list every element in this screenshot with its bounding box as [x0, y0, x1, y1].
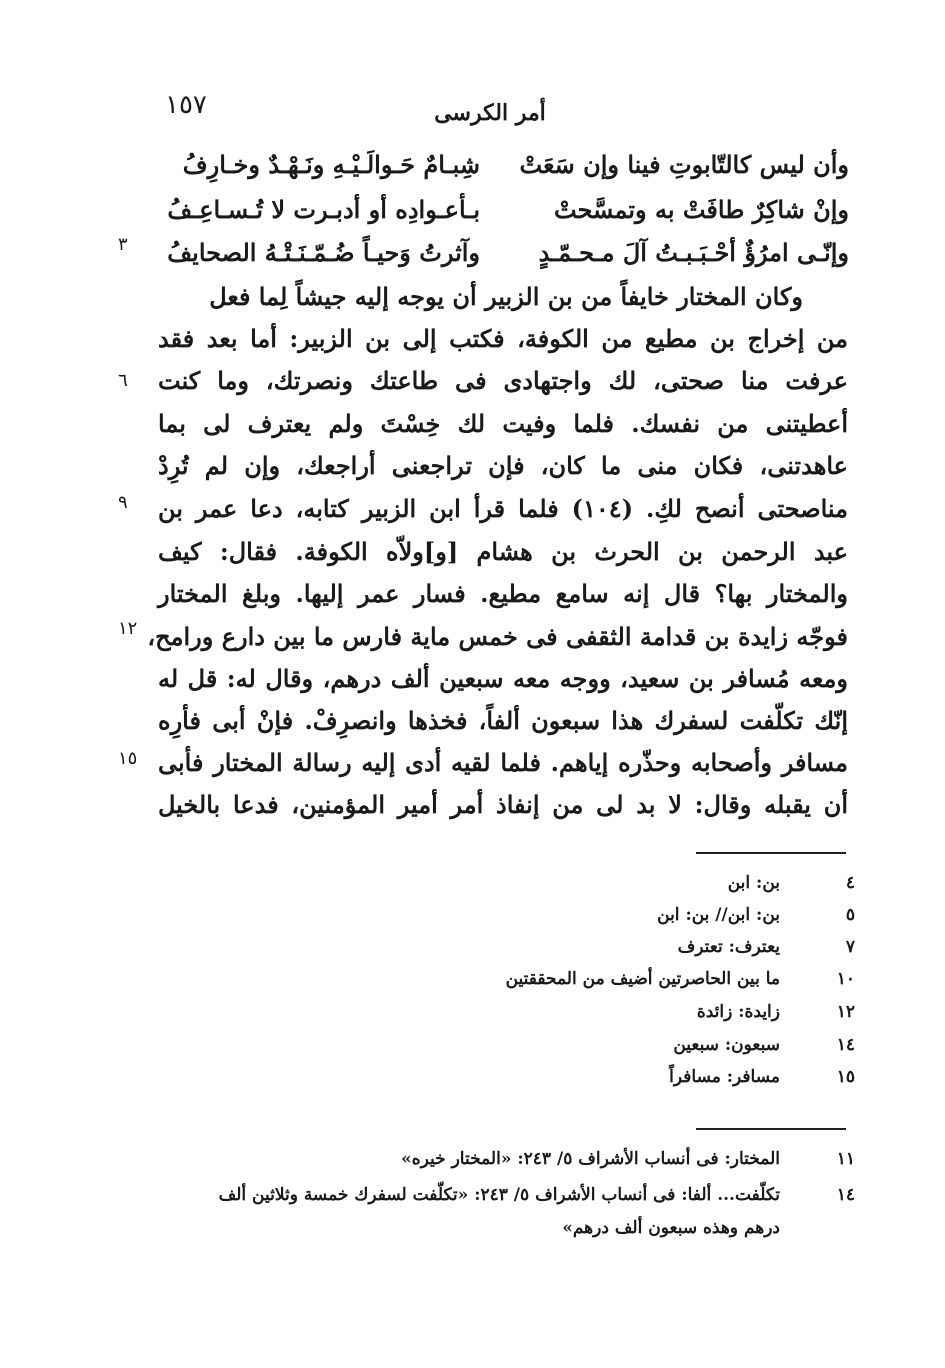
line-marker-3: ٣ — [118, 234, 128, 255]
apparatus-note-number: ١٥ — [836, 1067, 855, 1087]
apparatus-note-text: سبعون: سبعين — [673, 1035, 780, 1055]
prose-line-8: والمختار بها؟ قال إنه سامع مطيع. فسار عمر إليها. وبلغ المختار — [158, 579, 848, 608]
apparatus-note-number: ٥ — [845, 905, 855, 925]
source-note-text-continued: درهم وهذه سبعون ألف درهم» — [562, 1218, 780, 1238]
apparatus-note-text: مسافر: مسافراً — [669, 1067, 780, 1087]
source-note-text: تكلّفت... ألفا: فى أنساب الأشراف ٥/ ٢٤٣: «تكلّفت لسفرك خمسة وثلاثين ألف — [218, 1185, 780, 1205]
prose-line-2: من إخراج بن مطيع من الكوفة، فكتب إلى بن الزبير: أما بعد فقد — [158, 324, 848, 353]
line-marker-6: ٦ — [118, 370, 128, 391]
verse-1-second-hemistich: شِبـامٌ حَـوالَـيْـهِ ونَـهْـدٌ وخـارِفُ — [182, 150, 480, 179]
prose-line-13: أن يقبله وقال: لا بد لى من إنفاذ أمر أمير المؤمنين، فدعا بالخيل — [158, 790, 848, 819]
prose-line-7: عبد الرحمن بن الحرث بن هشام [و]ولاّه الكوفة. فقال: كيف — [158, 537, 848, 566]
apparatus-note-text: ما بين الحاصرتين أضيف من المحققتين — [505, 969, 780, 989]
prose-line-3: عرفت منا صحتى، لك واجتهادى فى طاعتك ونصرتك، وما كنت — [158, 366, 848, 395]
apparatus-note-number: ١٤ — [836, 1035, 855, 1055]
verse-2-second-hemistich: بـأعـوادِه أو أدبـرت لا تُـسـاعِـفُ — [167, 195, 480, 224]
apparatus-note-number: ٧ — [845, 937, 855, 957]
apparatus-separator-rule — [696, 852, 846, 854]
verse-3-second-hemistich: وآثرتُ وَحيـاً ضُـمّـنَـتْـهُ الصحايفُ — [167, 238, 480, 267]
apparatus-note-number: ١٢ — [836, 1002, 855, 1022]
running-header-title: أمر الكرسى — [434, 100, 546, 126]
source-note-number: ١٤ — [836, 1185, 855, 1205]
source-note-text: المختار: فى أنساب الأشراف ٥/ ٢٤٣: «المختار خيره» — [401, 1149, 780, 1169]
sources-separator-rule — [696, 1128, 846, 1130]
line-marker-15: ١٥ — [118, 748, 138, 769]
apparatus-note-text: زايدة: زائدة — [696, 1002, 780, 1022]
verse-1-first-hemistich: وأن ليس كالتّابوتِ فينا وإن سَعَتْ — [519, 150, 849, 179]
apparatus-note-text: بن: ابن — [727, 873, 780, 893]
verse-3-first-hemistich: وإنّـى امرُؤٌ أحْـبَـبـتُ آلَ مـحـمّـدٍ — [538, 238, 849, 267]
line-marker-9: ٩ — [118, 492, 128, 513]
prose-line-10: ومعه مُسافر بن سعيد، ووجه معه سبعين ألف درهم، وقال له: قل له — [158, 664, 848, 693]
prose-line-1: وكان المختار خايفاً من بن الزبير أن يوجه إليه جيشاً لِما فعل — [209, 282, 803, 311]
prose-line-6: مناصحتى أنصح لكِ. (١٠٤) فلما قرأ ابن الزبير كتابه، دعا عمر بن — [158, 494, 848, 523]
prose-line-9: فوجّه زايدة بن قدامة الثقفى فى خمس ماية فارس ما بين دارع ورامح، — [147, 622, 848, 651]
source-note-number: ١١ — [836, 1149, 855, 1169]
page-number: ١٥٧ — [165, 90, 207, 120]
prose-line-4: أعطيتنى من نفسك. فلما وفيت لك خِسْتَ ولم يعترف لى بما — [158, 409, 848, 438]
prose-line-12: مسافر وأصحابه وحذّره إياهم. فلما لقيه أدى إليه رسالة المختار فأبى — [158, 748, 848, 777]
apparatus-note-number: ٤ — [845, 873, 855, 893]
apparatus-note-text: بن: ابن// بن: ابن — [657, 905, 780, 925]
line-marker-12: ١٢ — [118, 618, 138, 639]
apparatus-note-number: ١٠ — [836, 969, 855, 989]
prose-line-11: إنّك تكلّفت لسفرك هذا سبعون ألفاً، فخذها وانصرِفْ. فإنْ أبى فأرِه — [158, 706, 849, 735]
prose-line-5: عاهدتنى، فكان منى ما كان، فإن تراجعنى أراجعك، وإن لم تُرِدْ — [158, 451, 849, 480]
verse-2-first-hemistich: وإنْ شاكِرٌ طافَتْ به وتمسَّحتْ — [553, 195, 849, 224]
apparatus-note-text: يعترف: تعترف — [677, 937, 780, 957]
